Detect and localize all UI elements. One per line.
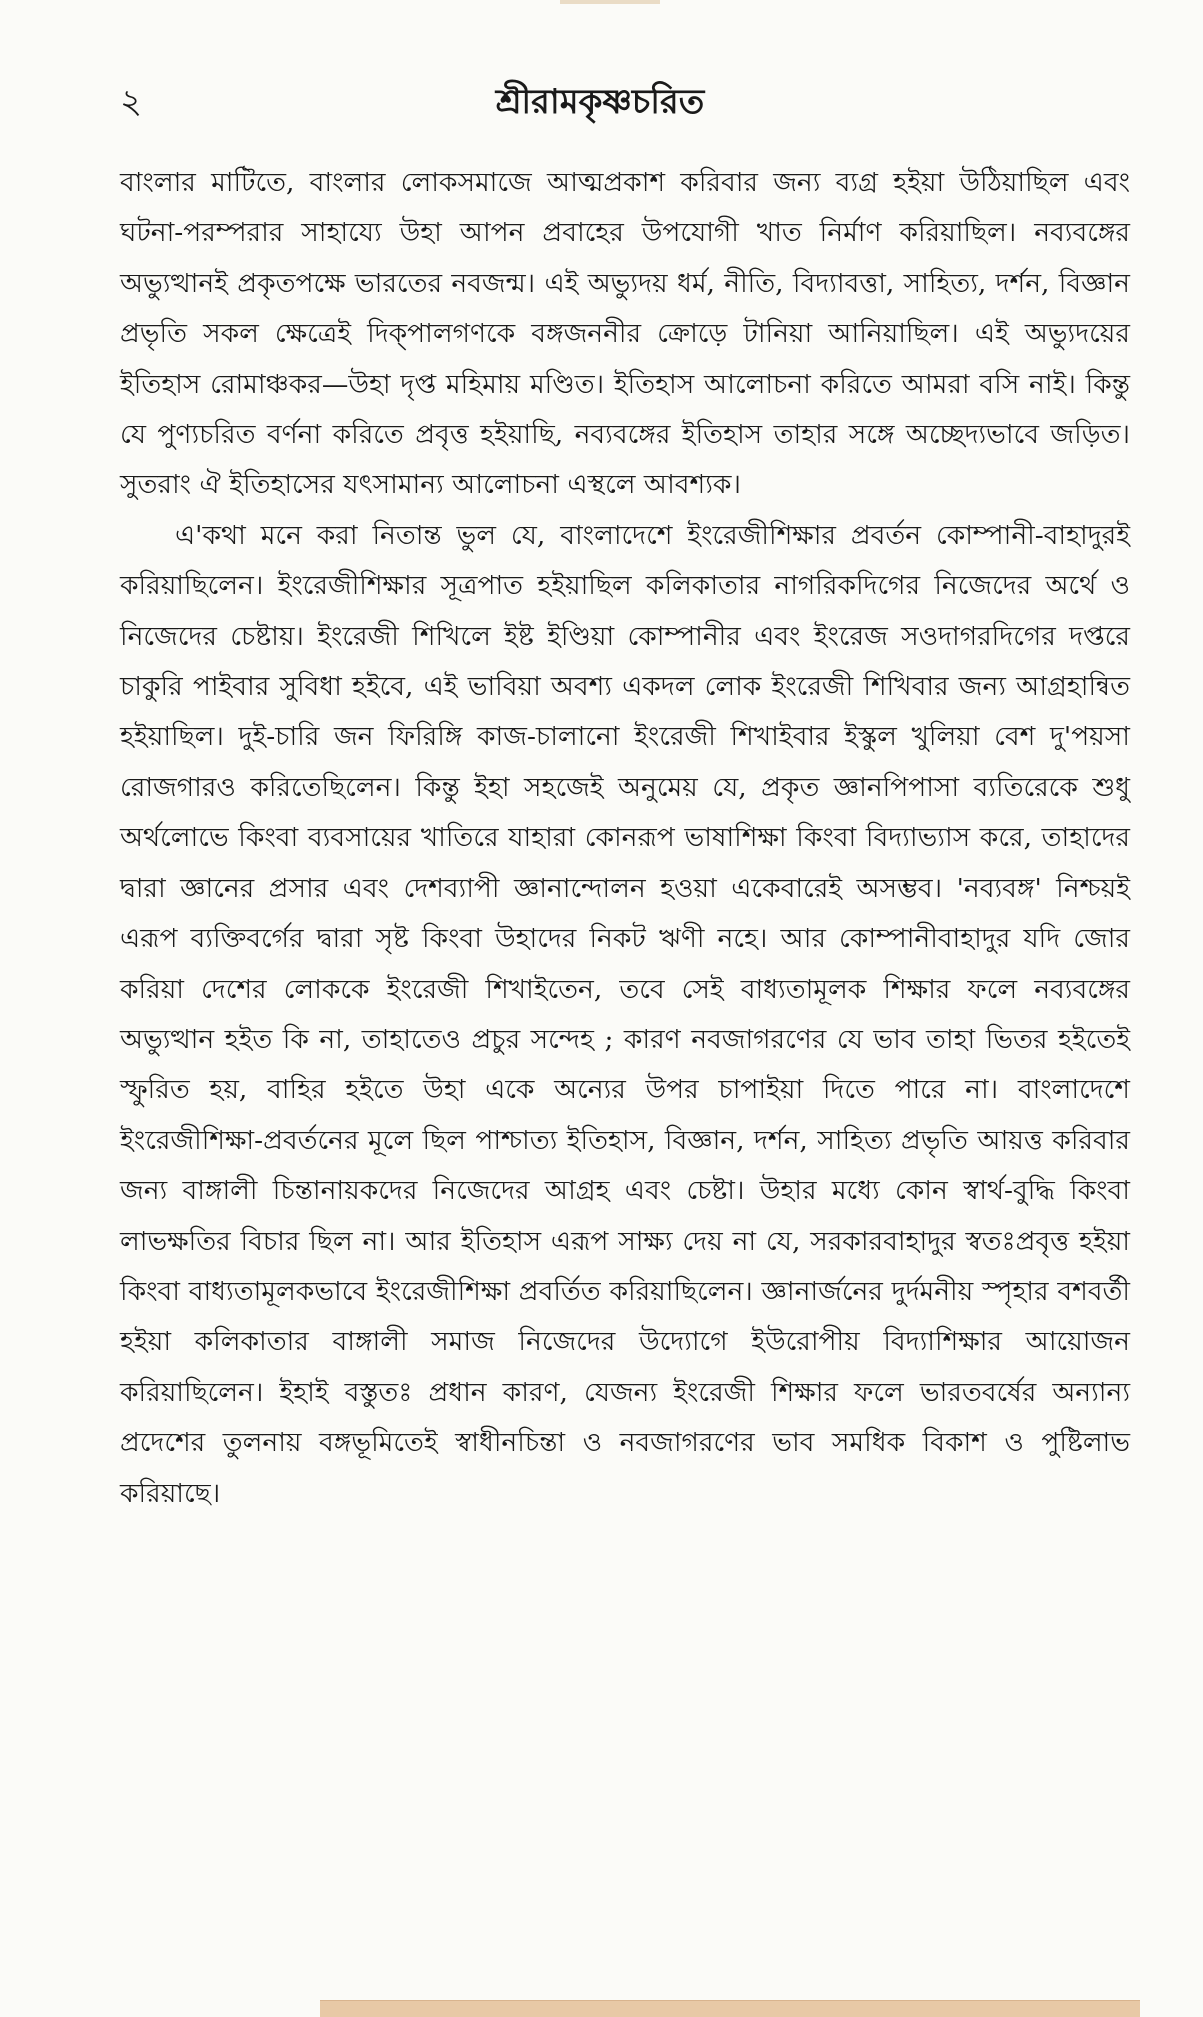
page-bottom-edge xyxy=(320,2000,1140,2017)
page-number: ২ xyxy=(120,82,143,122)
running-title: শ্রীরামকৃষ্ণচরিত xyxy=(495,82,705,122)
paragraph-1: বাংলার মাটিতে, বাংলার লোকসমাজে আত্মপ্রকাশ করিবার জন্য ব্যগ্র হইয়া উঠিয়াছিল এবং ঘটনা-পরম্পরার সাহায্যে উহা আপন প্রবাহের উপযোগী খাত নির্মাণ করিয়াছিল। নব্যবঙ্গের অভ্যুত্থানই প্রকৃতপক্ষে ভারতের নবজন্ম। এই অভ্যুদয় ধর্ম, নীতি, বিদ্যাবত্তা, সাহিত্য, দর্শন, বিজ্ঞান প্রভৃতি সকল ক্ষেত্রেই দিক্‌পালগণকে বঙ্গজননীর ক্রোড়ে টানিয়া আনিয়াছিল। এই অভ্যুদয়ের ইতিহাস রোমাঞ্চকর—উহা দৃপ্ত মহিমায় মণ্ডিত। ইতিহাস আলোচনা করিতে আমরা বসি নাই। কিন্তু যে পুণ্যচরিত বর্ণনা করিতে প্রবৃত্ত হইয়াছি, নব্যবঙ্গের ইতিহাস তাহার সঙ্গে অচ্ছেদ্যভাবে জড়িত। সুতরাং ঐ ইতিহাসের যৎসামান্য আলোচনা এস্থলে আবশ্যক। xyxy=(120,167,1130,501)
paragraph-2: এ'কথা মনে করা নিতান্ত ভুল যে, বাংলাদেশে ইংরেজীশিক্ষার প্রবর্তন কোম্পানী-বাহাদুরই করিয়াছিলেন। ইংরেজীশিক্ষার সূত্রপাত হইয়াছিল কলিকাতার নাগরিকদিগের নিজেদের অর্থে ও নিজেদের চেষ্টায়। ইংরেজী শিখিলে ইষ্ট ইণ্ডিয়া কোম্পানীর এবং ইংরেজ সওদাগরদিগের দপ্তরে চাকুরি পাইবার সুবিধা হইবে, এই ভাবিয়া অবশ্য একদল লোক ইংরেজী শিখিবার জন্য আগ্রহান্বিত হইয়াছিল। দুই-চারি জন ফিরিঙ্গি কাজ-চালানো ইংরেজী শিখাইবার ইস্কুল খুলিয়া বেশ দু'পয়সা রোজগারও করিতেছিলেন। কিন্তু ইহা সহজেই অনুমেয় যে, প্রকৃত জ্ঞানপিপাসা ব্যতিরেকে শুধু অর্থলোভে কিংবা ব্যবসায়ের খাতিরে যাহারা কোনরূপ ভাষাশিক্ষা কিংবা বিদ্যাভ্যাস করে, তাহাদের দ্বারা জ্ঞানের প্রসার এবং দেশব্যাপী জ্ঞানান্দোলন হওয়া একেবারেই অসম্ভব। 'নব্যবঙ্গ' নিশ্চয়ই এরূপ ব্যক্তিবর্গের দ্বারা সৃষ্ট কিংবা উহাদের নিকট ঋণী নহে। আর কোম্পানীবাহাদুর যদি জোর করিয়া দেশের লোককে ইংরেজী শিখাইতেন, তবে সেই বাধ্যতামূলক শিক্ষার ফলে নব্যবঙ্গের অভ্যুত্থান হইত কি না, তাহাতেও প্রচুর সন্দেহ ; কারণ নবজাগরণের যে ভাব তাহা ভিতর হইতেই স্ফুরিত হয়, বাহির হইতে উহা একে অন্যের উপর চাপাইয়া দিতে পারে না। বাংলাদেশে ইংরেজীশিক্ষা-প্রবর্তনের মূলে ছিল পাশ্চাত্য ইতিহাস, বিজ্ঞান, দর্শন, সাহিত্য প্রভৃতি আয়ত্ত করিবার জন্য বাঙ্গালী চিন্তানায়কদের নিজেদের আগ্রহ এবং চেষ্টা। উহার মধ্যে কোন স্বার্থ-বুদ্ধি কিংবা লাভক্ষতির বিচার ছিল না। আর ইতিহাস এরূপ সাক্ষ্য দেয় না যে, সরকারবাহাদুর স্বতঃপ্রবৃত্ত হইয়া কিংবা বাধ্যতামূলকভাবে ইংরেজীশিক্ষা প্রবর্তিত করিয়াছিলেন। জ্ঞানার্জনের দুর্দমনীয় স্পৃহার বশবর্তী হইয়া কলিকাতার বাঙ্গালী সমাজ নিজেদের উদ্যোগে ইউরোপীয় বিদ্যাশিক্ষার আয়োজন করিয়াছিলেন। ইহাই বস্তুতঃ প্রধান কারণ, যেজন্য ইংরেজী শিক্ষার ফলে ভারতবর্ষের অন্যান্য প্রদেশের তুলনায় বঙ্গভূমিতেই স্বাধীনচিন্তা ও নবজাগরণের ভাব সমধিক বিকাশ ও পুষ্টিলাভ করিয়াছে। xyxy=(120,519,1130,1509)
body-text xyxy=(120,158,1130,1519)
page-top-edge xyxy=(560,0,660,4)
